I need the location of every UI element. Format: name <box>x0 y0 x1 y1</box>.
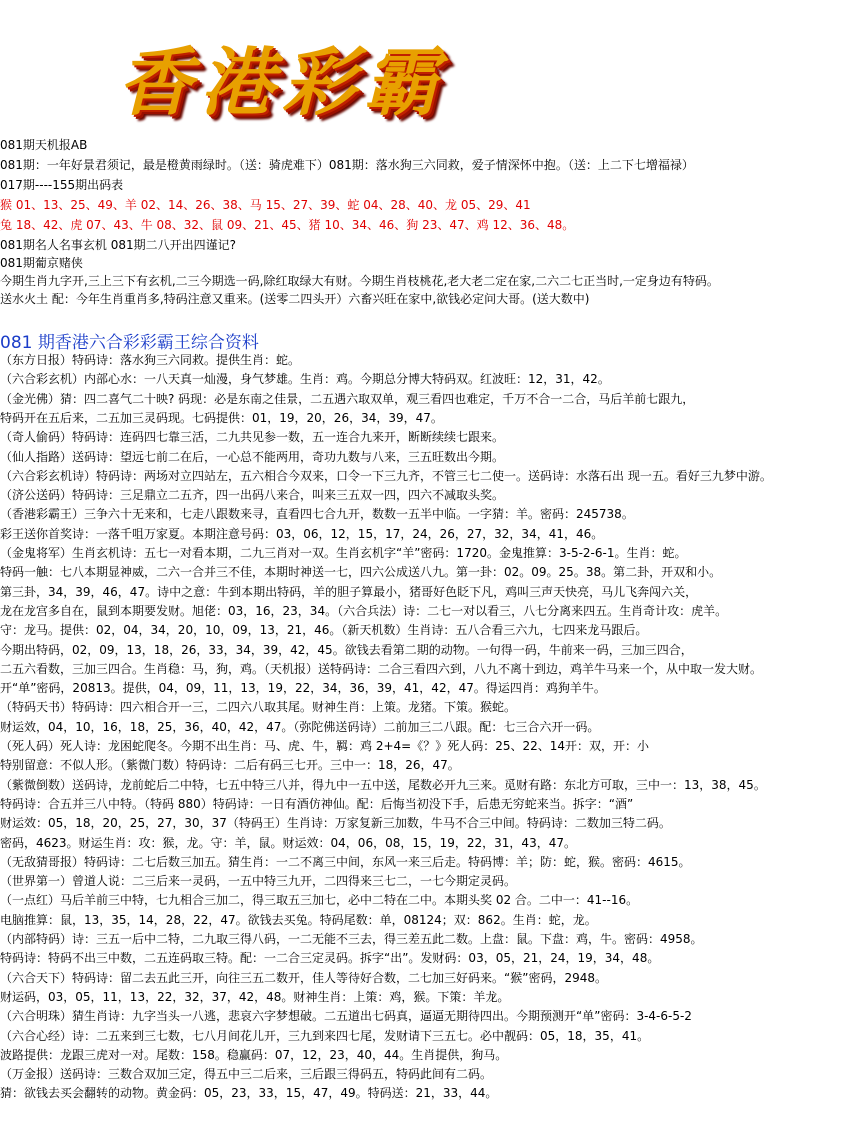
header-line: 081期天机报AB <box>0 138 88 152</box>
body-line: 特码开在五后来，二五加三灵码现。七码提供：01，19，20，26，34，39，47。 <box>0 410 443 425</box>
logo <box>118 24 538 129</box>
info-line: 081期名人名事玄机 081期二八开出四谨记? <box>0 238 236 252</box>
body-line: （金鬼将军）生肖玄机诗：五七一对看本期，二九三肖对一双。生肖玄机字“羊”密码：1720。金鬼推算：3-5-2-6-1。生肖：蛇。 <box>0 546 687 560</box>
body-line: （六合彩玄机诗）特码诗：两场对立四站左，五六相合今双来，口令一下三九齐，不管三七二使一。送码诗：水落石出 现一五。看好三九梦中游。 <box>0 468 772 483</box>
body-line: （六合彩玄机）内部心水：一八天真一灿漫，身气梦雄。生肖：鸡。今期总分博大特码双。红波旺：12，31，42。 <box>0 372 610 387</box>
body-line: 特码一触：七八本期显神威，二六一合并三不佳，本期时神送一七，四六公成送八九。第一卦：02。09。25。38。第二卦，开双和小。 <box>0 565 722 580</box>
body-line: 猜：欲钱去买会翻转的动物。黄金码：05，23，33，15，47，49。特码送：21，33，44。 <box>0 1086 498 1101</box>
body-line: 二五六看数，三加三四合。生肖稳：马，狗，鸡。（天机报）送特码诗：二合三看四六到，八九不离十到边，鸡羊牛马来一个，从中取一发大财。 <box>0 661 763 676</box>
body-line: （奇人偷码）特码诗：连码四七靠三活，二九共见参一数，五一连合九来开，断断续续七跟来。 <box>0 430 505 445</box>
body-line: 财运码，03，05，11，13，22，32，37，42，48。财神生肖：上策：鸡，猴。下策：羊龙。 <box>0 989 510 1004</box>
body-line: 特码诗：特码不出三中数，二五连码取三特。配：一二合三定灵码。拆字“出”。发财码：03，05，21，24，19，34，48。 <box>0 951 660 966</box>
body-line: （紫微倒数）送码诗，龙前蛇后二中特，七五中特三八并，得九中一五中送，尾数必开九三来。觅财有路：东北方可取，三中一：13，38，45。 <box>0 777 766 792</box>
body-line: （济公送码）特码诗：三足鼎立二五齐，四一出码八来合，叫来三五双一四，四六不减取头奖。 <box>0 488 505 503</box>
info-line: 送水火土 配：今年生肖重肖多,特码注意又重来。(送零二四头开）六畜兴旺在家中,欲钱必定问大哥。(送大数中) <box>0 292 590 306</box>
zodiac-number-line: 猴 01、13、25、49、羊 02、14、26、38、马 15、27、39、蛇 04、28、40、龙 05、29、41 <box>0 198 531 212</box>
body-line: （内部特码）诗：三五一后中二特，二九取三得八码，一二无能不三去，得三差五此二数。上盘：鼠。下盘：鸡，牛。密码：4958。 <box>0 932 703 946</box>
body-line: 彩王送你首奖诗：一落千咀万家夏。本期注意号码：03，06，12，15，17，24，26，27，32，34，41，46。 <box>0 526 604 541</box>
body-line: （无敌猜哥报）特码诗：二七后数三加五。猜生肖：一二不离三中间，东风一来三后走。特码博：羊；防：蛇，猴。密码：4615。 <box>0 854 691 869</box>
info-line: 今期生肖九字开,三上三下有玄机,二三今期选一码,除红取绿大有财。今期生肖枝桃花,老大老二定在家,二六二七正当时,一定身边有特码。 <box>0 274 719 288</box>
zodiac-number-line: 兔 18、42、虎 07、43、牛 08、32、鼠 09、21、45、猪 10、34、46、狗 23、47、鸡 12、36、48。 <box>0 218 575 232</box>
body-line: （六合明珠）猜生肖诗：九字当头一八逃，悲哀六字梦想破。二五道出七码真，逼逼无期待四出。今期预测开“单”密码：3-4-6-5-2 <box>0 1009 692 1024</box>
section-title: 081 期香港六合彩彩霸王综合资料 <box>0 333 259 353</box>
body-line: 密码，4623。财运生肖：攻：猴，龙。守：羊，鼠。财运效：04，06，08，15，19，22，31，43，47。 <box>0 835 576 850</box>
body-line: （香港彩霸王）三争六十无来和，七走八跟数来寻，直看四七合九开，数数一五半中临。一字猜：羊。密码：245738。 <box>0 507 634 522</box>
body-line: 特别留意：不似人形。（紫微门数）特码诗：二后有码三七开。三中一：18，26，47。 <box>0 758 460 773</box>
body-line: 第三卦，34，39，46，47。诗中之意：牛到本期出特码，羊的胆子算最小，猪哥好色眨下凡，鸡叫三声天快亮，马儿飞奔闯六关， <box>0 584 698 599</box>
body-line: （六合心经）诗：二五来到三七数，七八月间花儿开，三九到来四七尾，发财请下三五七。必中靓码：05，18，35，41。 <box>0 1028 650 1043</box>
body-line: 电脑推算：鼠，13，35，14，28，22，47。欲钱去买兔。特码尾数：单，08124；双：862。生肖：蛇，龙。 <box>0 912 597 927</box>
body-line: 守：龙马。提供：02，04，34，20，10，09，13，21，46。（新天机数）生肖诗：五八合看三六九，七四来龙马跟后。 <box>0 623 648 638</box>
logo-text: 香港彩霸 <box>118 40 446 126</box>
body-line: （金光佛）猜：四二喜气二十映? 码现：必是东南之佳景，二五遇六取双单，观三看四也难定，千万不合一二合，马后羊前七跟九， <box>0 391 695 406</box>
body-line: （世界第一）曾道人说：二三后来一灵码，一五中特三九开，二四得来三七二，一七今期定灵码。 <box>0 874 517 889</box>
body-line: 龙在龙宫多自在，鼠到本期要发财。旭佬：03，16，23，34。（六合兵法）诗：二七一对以看三，八七分离来四五。生肖奇计攻：虎羊。 <box>0 603 728 618</box>
body-line: 今期出特码，02，09，13，18，26，33，34，39，42，45。欲钱去看第二期的动物。一句得一码，牛前来一码，三加三四合， <box>0 642 693 657</box>
body-line: 财运效：05，18，20，25，27，30，37（特码王）生肖诗：万家复新三加数，牛马不合三中间。特码诗：二数加三特二码。 <box>0 816 671 831</box>
body-line: （仙人指路）送码诗：望远七前二在后，一心总不能两用，奇功九数与八来，三五旺数出今期。 <box>0 449 505 464</box>
body-line: （万金报）送码诗：三数合双加三定，得五中三二后来，三后跟三得码五，特码此间有二码。 <box>0 1067 493 1082</box>
body-line: 开“单”密码，20813。提供，04，09，11，13，19，22，34，36，39，41，42，47。得运四肖：鸡狗羊牛。 <box>0 681 606 696</box>
body-line: 特码诗：合五并三八中特。（特码 880）特码诗：一日有酒仿神仙。配：后悔当初没下手，后患无穷蛇来当。拆字：“酒” <box>0 796 634 811</box>
info-line: 081期葡京赌侠 <box>0 256 83 270</box>
header-line: 017期----155期出码表 <box>0 178 124 192</box>
body-line: （一点红）马后羊前三中特，七九相合三加二，得三取五三加七，必中二特在二中。本期头奖 02 合。二中一：41--16。 <box>0 893 639 908</box>
body-line: 波路提供：龙跟三虎对一对。尾数：158。稳赢码：07，12，23，40，44。生肖提供，狗马。 <box>0 1047 508 1062</box>
body-line: （特码天书）特码诗：四六相合开一三，二四六八取其尾。财神生肖：上策。龙猪。下策。猴蛇。 <box>0 700 517 715</box>
body-line: （东方日报）特码诗：落水狗三六同救。提供生肖：蛇。 <box>0 353 301 367</box>
header-line: 081期：一年好景君须记，最是橙黄雨绿时。（送：骑虎难下）081期：落水狗三六同救，爱子情深怀中抱。（送：上二下七增福禄） <box>0 158 694 172</box>
body-line: 财运效，04，10，16，18，25，36，40，42，47。（弥陀佛送码诗）二前加三二八跟。配：七三合六开一码。 <box>0 719 600 734</box>
body-line: （六合天下）特码诗：留二去五此三开，向往三五二数开，佳人等待好合数，二七加三好码来。“猴”密码，2948。 <box>0 970 607 985</box>
body-line: （死人码）死人诗：龙困蛇爬冬。今期不出生肖：马、虎、牛，羁：鸡 2+4=《？》死人码：25、22、14开：双，开：小 <box>0 739 650 753</box>
